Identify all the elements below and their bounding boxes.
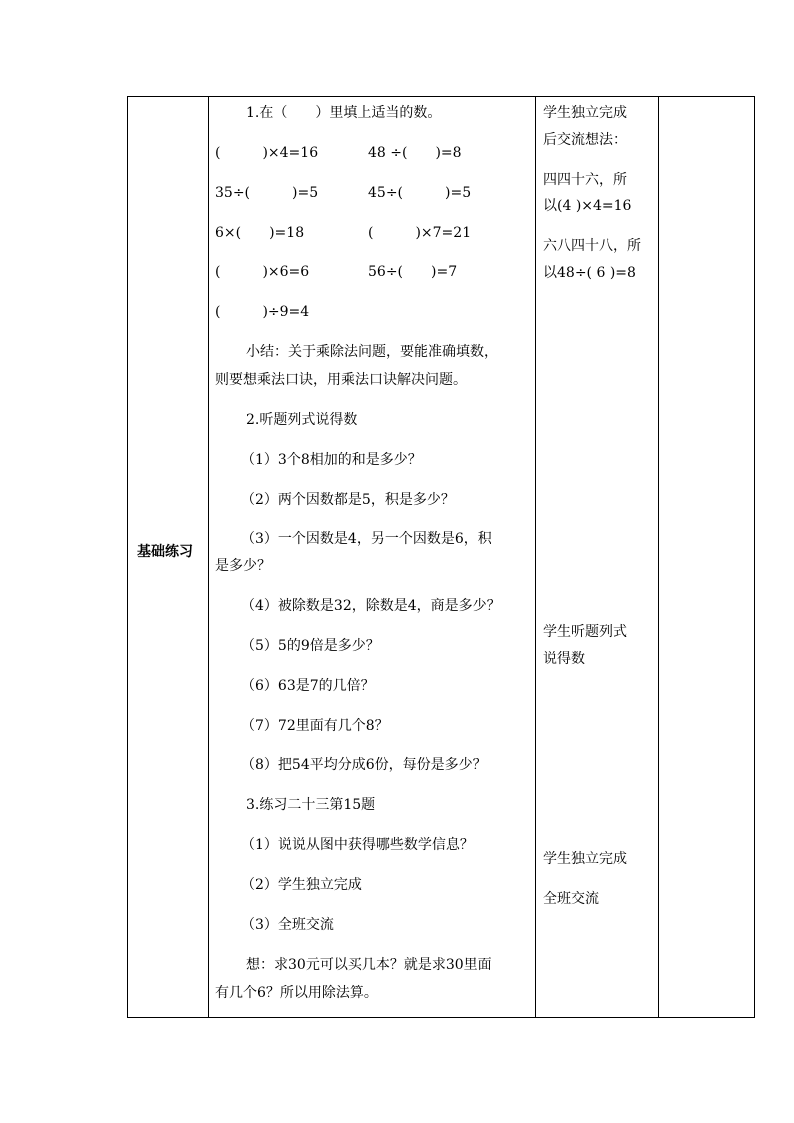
student-note-4-line-2: 说得数 [543, 651, 585, 667]
category-label: 基础练习 [137, 544, 193, 560]
q2-item-6: （6）63是7的几倍？ [241, 678, 375, 694]
column-divider-2 [535, 96, 536, 1018]
q2-item-7: （7）72里面有几个8？ [241, 718, 389, 734]
student-note-3-line-1: 六八四十八，所 [543, 238, 641, 254]
q1-eq-3b: ( )×7=21 [368, 225, 472, 241]
q2-title: 2.听题列式说得数 [246, 412, 358, 428]
summary-line-2: 则要想乘法口诀，用乘法口诀解决问题。 [215, 372, 467, 388]
q2-item-8: （8）把54平均分成6份，每份是多少？ [241, 757, 487, 773]
q1-eq-3a: 6×( )=18 [215, 225, 305, 241]
student-note-5-line-1: 学生独立完成 [543, 851, 627, 867]
student-note-2-line-1: 四四十六，所 [543, 172, 627, 188]
column-divider-1 [208, 96, 209, 1018]
q2-item-4: （4）被除数是32，除数是4，商是多少？ [241, 598, 501, 614]
q3-title: 3.练习二十三第15题 [246, 797, 376, 813]
table-left-border [127, 96, 128, 1018]
think-line-1: 想：求30元可以买几本？就是求30里面 [246, 957, 492, 973]
q1-eq-4a: ( )×6=6 [215, 264, 310, 280]
q2-item-5: （5）5的9倍是多少？ [241, 638, 380, 654]
q2-item-2: （2）两个因数都是5，积是多少？ [241, 492, 455, 508]
student-note-2-line-2: 以(4 )×4=16 [543, 198, 632, 214]
table-bottom-border [127, 1017, 755, 1018]
q1-eq-5a: ( )÷9=4 [215, 304, 310, 320]
q2-item-1: （1）3个8相加的和是多少？ [241, 452, 422, 468]
column-divider-3 [658, 96, 659, 1018]
q3-item-1: （1）说说从图中获得哪些数学信息？ [241, 837, 474, 853]
q1-eq-1a: ( )×4=16 [215, 145, 319, 161]
summary-line-1: 小结：关于乘除法问题，要能准确填数， [246, 344, 498, 360]
student-note-4-line-1: 学生听题列式 [543, 624, 627, 640]
student-note-1-line-2: 后交流想法： [543, 132, 627, 148]
q1-eq-2b: 45÷( )=5 [368, 185, 472, 201]
student-note-1-line-1: 学生独立完成 [543, 105, 627, 121]
think-line-2: 有几个6？所以用除法算。 [215, 985, 378, 1001]
q3-item-2: （2）学生独立完成 [241, 877, 362, 893]
table-top-border [127, 96, 755, 97]
student-note-3-line-2: 以48÷( 6 )=8 [543, 265, 636, 281]
q1-eq-1b: 48 ÷( )=8 [368, 145, 462, 161]
q1-eq-2a: 35÷( )=5 [215, 185, 319, 201]
table-right-border [754, 96, 755, 1018]
q2-item-3: （3）一个因数是4，另一个因数是6，积 [241, 531, 492, 547]
q1-title: 1.在（ ）里填上适当的数。 [246, 105, 442, 121]
q1-eq-4b: 56÷( )=7 [368, 264, 458, 280]
student-note-5-line-2: 全班交流 [543, 891, 599, 907]
q3-item-3: （3）全班交流 [241, 917, 334, 933]
q2-item-3-cont: 是多少？ [215, 558, 271, 574]
